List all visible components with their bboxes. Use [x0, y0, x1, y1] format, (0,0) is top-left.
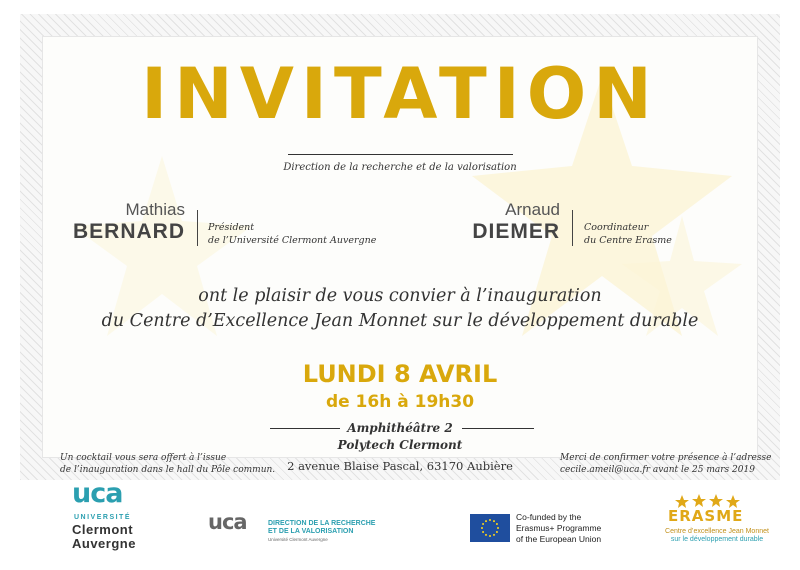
- rsvp-note: Merci de confirmer votre présence à l’adresse cecile.ameil@uca.fr avant le 25 mars 2019: [560, 453, 772, 475]
- direction-subtitle: Direction de la recherche et de la valorisation: [283, 162, 517, 173]
- eu-star: [482, 531, 484, 533]
- uca-mark: uca: [72, 478, 123, 509]
- title-divider: [288, 154, 513, 155]
- eu-star: [496, 531, 498, 533]
- host-divider: [197, 210, 198, 246]
- eu-star: [489, 535, 491, 537]
- host-role: Président de l’Université Clermont Auvergne: [208, 222, 377, 246]
- host-role: Coordinateur du Centre Erasme: [584, 222, 672, 246]
- host-first-name: Arnaud: [505, 200, 560, 219]
- eu-star: [493, 520, 495, 522]
- eu-star: [485, 520, 487, 522]
- eu-star: [482, 523, 484, 525]
- erasme-wordmark: ERASME: [668, 507, 744, 525]
- eu-star: [485, 534, 487, 536]
- event-address: 2 avenue Blaise Pascal, 63170 Aubière: [287, 459, 513, 473]
- eu-flag-icon: [470, 514, 510, 542]
- venue-room: Amphithéâtre 2: [347, 421, 453, 435]
- erasme-logo: ERASME Centre d’excellence Jean Monnet sur le développement durable: [662, 494, 772, 550]
- event-time: de 16h à 19h30: [325, 392, 475, 412]
- host-name: [430, 200, 560, 244]
- page-title: INVITATION: [141, 53, 659, 135]
- event-date: LUNDI 8 AVRIL: [302, 360, 498, 388]
- host-name: [60, 200, 185, 244]
- drv-logo: uca DIRECTION DE LA RECHERCHE ET DE LA VALORISATION Université Clermont Auvergne: [208, 510, 376, 542]
- eu-star: [496, 523, 498, 525]
- eu-star: [493, 534, 495, 536]
- venue-building: Polytech Clermont: [337, 438, 463, 452]
- eu-star: [489, 519, 491, 521]
- host-last-name: DIEMER: [472, 220, 560, 243]
- invitation-text: ont le plaisir de vous convier à l’inauguration du Centre d’Excellence Jean Monnet sur le développement durable: [101, 286, 699, 331]
- host-divider: [572, 210, 573, 246]
- host-last-name: BERNARD: [73, 220, 185, 243]
- cocktail-note: Un cocktail vous sera offert à l’issue de l’inauguration dans le hall du Pôle commun.: [60, 453, 276, 475]
- uca-mark: uca: [208, 510, 247, 534]
- eu-star: [497, 527, 499, 529]
- eu-logo: Co-funded by the Erasmus+ Programme of the European Union: [470, 512, 630, 546]
- uca-logo: uca UNIVERSITÉ Clermont Auvergne: [72, 478, 136, 551]
- eu-star: [481, 527, 483, 529]
- host-first-name: Mathias: [125, 200, 185, 219]
